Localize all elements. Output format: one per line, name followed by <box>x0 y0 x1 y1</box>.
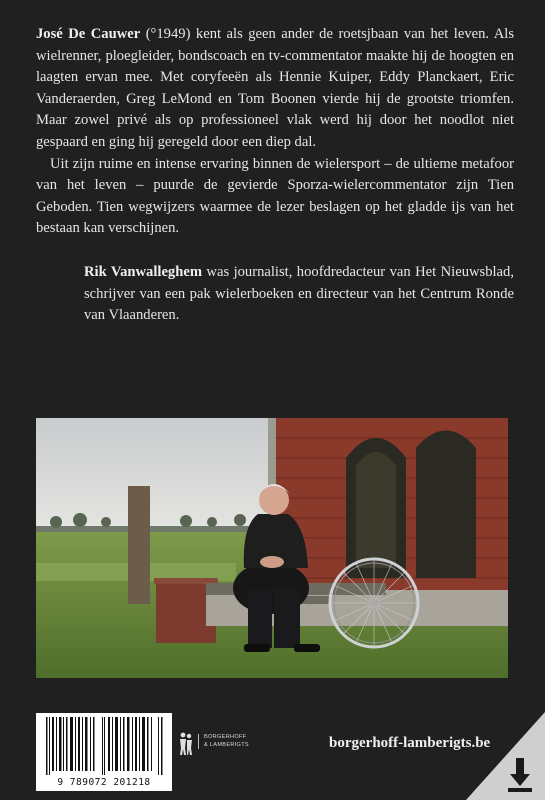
back-cover-text <box>36 24 514 327</box>
subject-name: José De Cauwer <box>36 26 141 42</box>
author-photo <box>36 418 508 678</box>
author-bio <box>36 262 514 327</box>
publisher-logo <box>178 732 268 760</box>
publisher-figure-icon <box>178 732 194 756</box>
isbn-barcode <box>36 713 172 791</box>
blurb-paragraph-2: Uit zijn ruime en intense ervaring binnen de wielersport – de ultieme metafoor van het leven – puurde de gevierde Sporza-wielercommentator zijn Tien Geboden. Tien wegwijzers waarmee de lezer beslagen op het gladde ijs van het bestaan kan verschijnen. <box>36 155 514 237</box>
isbn-digits: 9 789072 201218 <box>57 777 151 788</box>
blurb-paragraph-1-text: (°1949) kent als geen ander de roetsjbaan van het leven. Als wielrenner, ploegleider, bondscoach en tv-commentator maakte hij de hoogten en laagten ervan mee. Met coryfeeën als Hennie Kuiper, Eddy Planckaert, Eric Vanderaerden, Greg LeMond en Tom Boonen vierde hij de grootste triomfen. Maar zowel privé als op professioneel vlak werd hij door het noodlot niet gespaard en ging hij geregeld door een diep dal. <box>36 26 514 150</box>
author-bio-text: was journalist, hoofdredacteur van Het Nieuwsblad, schrijver van een pak wielerboeken en directeur van het Centrum Ronde van Vlaanderen. <box>84 263 514 324</box>
logo-line-1: BORGERHOFF <box>204 734 247 740</box>
author-name: Rik Vanwalleghem <box>84 263 202 280</box>
barcode-bars <box>36 717 172 777</box>
download-triangle-icon[interactable] <box>466 712 545 800</box>
logo-line-2: & LAMBERIGTS <box>204 741 249 748</box>
blurb-paragraph-1 <box>36 24 514 154</box>
photo-illustration <box>36 418 508 678</box>
publisher-logo-text <box>198 734 249 749</box>
publisher-website: borgerhoff-lamberigts.be <box>329 735 491 751</box>
